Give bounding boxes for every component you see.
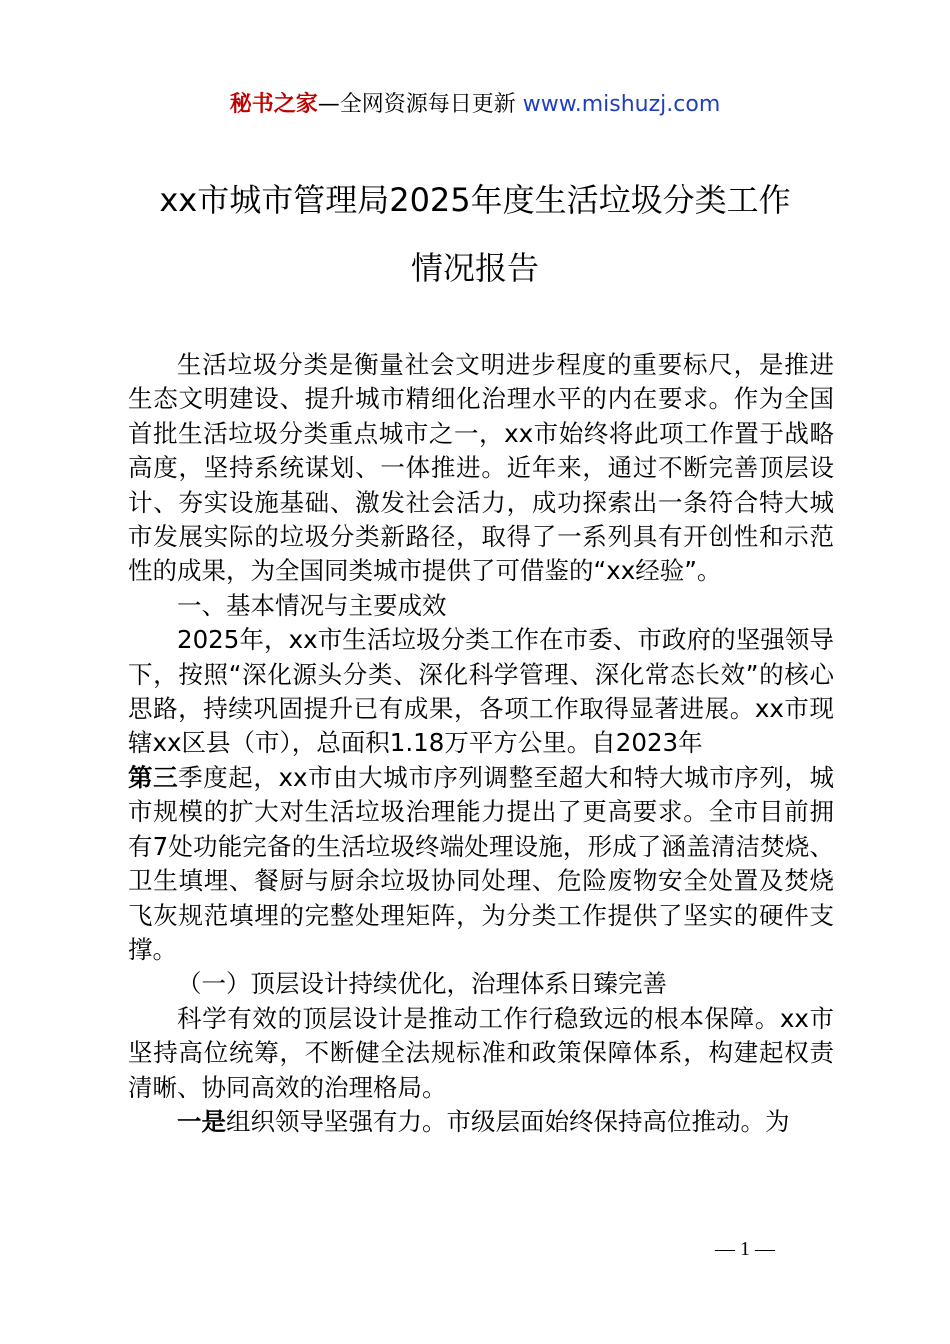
document-title (100, 166, 850, 302)
page-number: — 1 — (715, 1238, 775, 1260)
site-header-banner (0, 88, 950, 122)
paragraph-text: 季度起，xx市由大城市序列调整至超大和特大城市序列，城市规模的扩大对生活垃圾治理能力提出了更高要求。全市目前拥有7处功能完备的生活垃圾终端处理设施，形成了涵盖清洁焚烧、卫生填埋、餐厨与厨余垃圾协同处理、危险废物安全处置及焚烧飞灰规范填埋的完整处理矩阵，为分类工作提供了坚实的硬件支撑。 (128, 762, 835, 964)
site-url-link[interactable]: www.mishuzj.com (522, 92, 721, 117)
paragraph-point-one (128, 1105, 834, 1139)
paragraph-text: 生活垃圾分类是衡量社会文明进步程度的重要标尺，是推进生态文明建设、提升城市精细化治理水平的内在要求。作为全国首批生活垃圾分类重点城市之一，xx市始终将此项工作置于战略高度，坚持系统谋划、一体推进。近年来，通过不断完善顶层设计、夯实设施基础、激发社会活力，成功探索出一条符合特大城市发展实际的垃圾分类新路径，取得了一系列具有开创性和示范性的成果，为全国同类城市提供了可借鉴的“xx经验”。 (128, 350, 834, 586)
paragraph-lead-bold: 一是 (177, 1106, 226, 1136)
subsection-heading-1 (128, 967, 834, 1001)
paragraph-intro (128, 348, 834, 589)
paragraph-overview (128, 623, 834, 761)
site-tagline: 全网资源每日更新 (339, 92, 516, 117)
section-heading-1 (128, 589, 834, 623)
header-separator: — (317, 92, 340, 117)
paragraph-lead-bold: 第三 (128, 762, 179, 792)
paragraph-top-design (128, 1002, 834, 1105)
paragraph-text: 2025年，xx市生活垃圾分类工作在市委、市政府的坚强领导下，按照“深化源头分类、深化科学管理、深化常态长效”的核心思路，持续巩固提升已有成果，各项工作取得显著进展。xx市现辖xx区县（市），总面积1.18万平方公里。自2023年 (128, 625, 834, 758)
paragraph-text: 一、基本情况与主要成效 (177, 590, 447, 620)
paragraph-text: 组织领导坚强有力。市级层面始终保持高位推动。为 (226, 1106, 790, 1136)
paragraph-text: （一）顶层设计持续优化，治理体系日臻完善 (177, 969, 667, 999)
document-title-line-2: 情况报告 (410, 249, 539, 287)
paragraph-overview-cont (128, 761, 834, 967)
document-body (128, 348, 834, 1139)
site-brand: 秘书之家 (229, 92, 318, 117)
paragraph-text: 科学有效的顶层设计是推动工作行稳致远的根本保障。xx市坚持高位统筹，不断健全法规标准和政策保障体系，构建起权责清晰、协同高效的治理格局。 (128, 1003, 834, 1102)
document-title-line-1: xx市城市管理局2025年度生活垃圾分类工作 (159, 181, 791, 219)
